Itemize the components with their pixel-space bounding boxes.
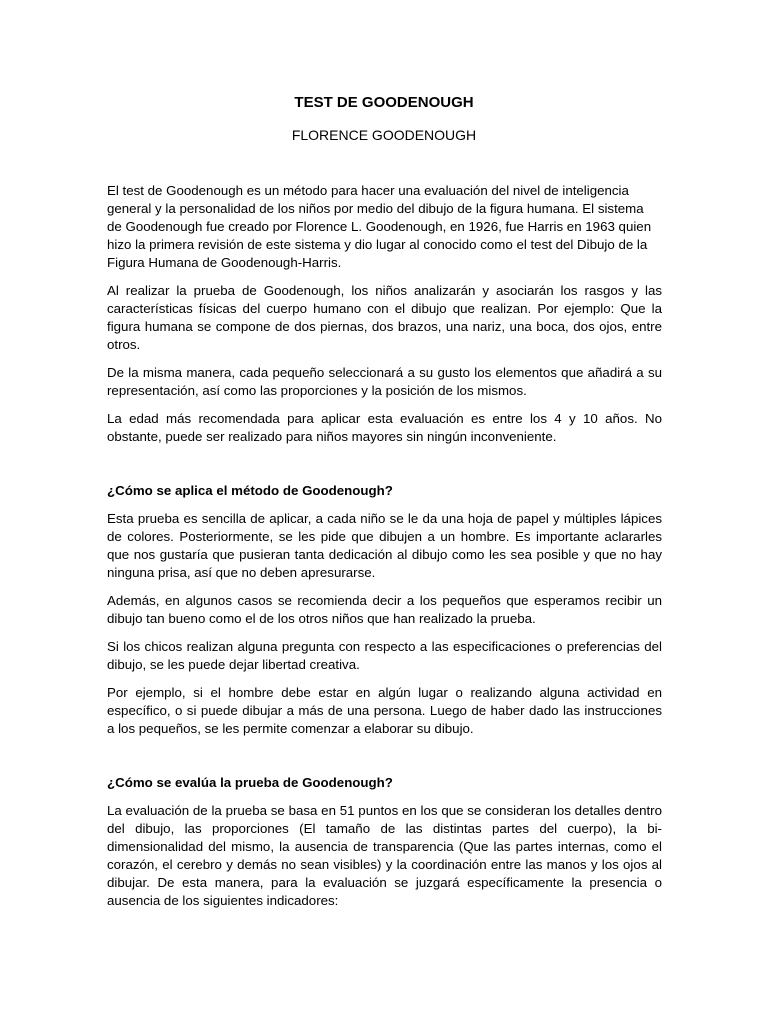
intro-paragraph-2: Al realizar la prueba de Goodenough, los niños analizarán y asociarán los rasgos y las características físicas del cuerpo humano con el dibujo que realizan. Por ejemplo: Que la figura humana se compone de dos piernas, dos brazos, una nariz, una boca, dos ojos, entre otros. bbox=[107, 283, 662, 352]
section-spacer bbox=[107, 456, 662, 482]
document-body bbox=[107, 182, 662, 920]
section1-paragraph-4: Por ejemplo, si el hombre debe estar en algún lugar o realizando alguna actividad en específico, o si puede dibujar a más de una persona. Luego de haber dado las instrucciones a los pequeños, se les permite comenzar a elaborar su dibujo. bbox=[107, 685, 662, 736]
document-title: TEST DE GOODENOUGH bbox=[294, 94, 474, 111]
section1-paragraph-1: Esta prueba es sencilla de aplicar, a cada niño se le da una hoja de papel y múltiples lápices de colores. Posteriormente, se les pide que dibujen a un hombre. Es importante aclararles que nos gustaría que pusieran tanta dedicación al dibujo como les sea posible y que no hay ninguna prisa, así que no deben apresurarse. bbox=[107, 511, 662, 580]
section-spacer bbox=[107, 748, 662, 774]
section1-paragraph-3: Si los chicos realizan alguna pregunta con respecto a las especificaciones o preferencias del dibujo, se les puede dejar libertad creativa. bbox=[107, 639, 662, 672]
intro-paragraph-3: De la misma manera, cada pequeño seleccionará a su gusto los elementos que añadirá a su representación, así como las proporciones y la posición de los mismos. bbox=[107, 365, 662, 398]
section-heading-aplica: ¿Cómo se aplica el método de Goodenough? bbox=[107, 483, 393, 498]
document-author: FLORENCE GOODENOUGH bbox=[291, 127, 477, 143]
section-heading-evalua: ¿Cómo se evalúa la prueba de Goodenough? bbox=[107, 775, 393, 790]
section2-paragraph-1: La evaluación de la prueba se basa en 51 puntos en los que se consideran los detalles dentro del dibujo, las proporciones (El tamaño de las distintas partes del cuerpo), la bi-dimensionalidad del mismo, la ausencia de transparencia (Que las partes internas, como el corazón, el cerebro y demás no sean visibles) y la coordinación entre las manos y los ojos al dibujar. De esta manera, para la evaluación se juzgará específicamente la presencia o ausencia de los siguientes indicadores: bbox=[107, 803, 662, 908]
intro-paragraph-4: La edad más recomendada para aplicar esta evaluación es entre los 4 y 10 años. No obstante, puede ser realizado para niños mayores sin ningún inconveniente. bbox=[107, 411, 662, 444]
intro-paragraph-1: El test de Goodenough es un método para hacer una evaluación del nivel de inteligencia general y la personalidad de los niños por medio del dibujo de la figura humana. El sistema de Goodenough fue creado por Florence L. Goodenough, en 1926, fue Harris en 1963 quien hizo la primera revisión de este sistema y dio lugar al conocido como el test del Dibujo de la Figura Humana de Goodenough-Harris. bbox=[107, 183, 652, 270]
section1-paragraph-2: Además, en algunos casos se recomienda decir a los pequeños que esperamos recibir un dibujo tan bueno como el de los otros niños que han realizado la prueba. bbox=[107, 593, 662, 626]
